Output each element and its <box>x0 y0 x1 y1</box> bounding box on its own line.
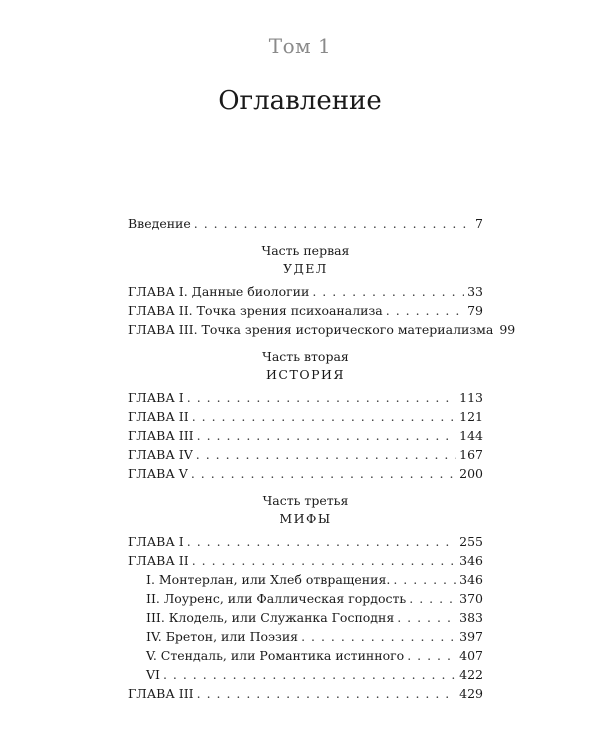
toc-subentry[interactable] <box>128 627 483 646</box>
toc-entry[interactable] <box>128 464 483 483</box>
part-heading <box>128 348 483 385</box>
dot-leader <box>192 551 456 570</box>
toc-entry-label: ГЛАВА V <box>128 466 188 481</box>
toc-subentry[interactable] <box>128 608 483 627</box>
toc-entry-page: 7 <box>475 216 483 231</box>
toc-entry[interactable] <box>128 445 483 464</box>
dot-leader <box>197 684 457 703</box>
toc-entry-page: 99 <box>499 322 516 337</box>
toc-entry-page: 200 <box>459 466 483 481</box>
toc-entry-label: ГЛАВА II <box>128 409 189 424</box>
dot-leader <box>312 282 464 301</box>
toc-entry[interactable] <box>128 388 483 407</box>
toc-entry-label: ГЛАВА IV <box>128 447 193 462</box>
toc-entry-label: V. Стендаль, или Романтика истинного <box>146 648 405 663</box>
dot-leader <box>197 426 457 445</box>
toc-entry-label: ГЛАВА I <box>128 390 184 405</box>
toc-entry-page: 144 <box>459 428 483 443</box>
toc-entry-intro[interactable] <box>128 214 483 233</box>
toc-entry-page: 33 <box>467 284 483 299</box>
dot-leader <box>407 646 456 665</box>
toc-entry-page: 397 <box>459 629 483 644</box>
toc-entry-label: ГЛАВА I <box>128 534 184 549</box>
toc-entry-page: 113 <box>459 390 483 405</box>
dot-leader <box>191 464 456 483</box>
part-heading <box>128 492 483 529</box>
toc-subentry[interactable] <box>128 589 483 608</box>
toc-entry[interactable] <box>128 426 483 445</box>
toc-entry[interactable] <box>128 282 483 301</box>
toc-entry-label: ГЛАВА III <box>128 686 194 701</box>
toc-entry-page: 121 <box>459 409 483 424</box>
toc-entry-page: 429 <box>459 686 483 701</box>
toc-entry-page: 346 <box>459 553 483 568</box>
dot-leader <box>187 388 456 407</box>
part-name: МИФЫ <box>279 511 332 526</box>
toc-entry[interactable] <box>128 551 483 570</box>
toc-entry-page: 370 <box>459 591 483 606</box>
part-label: Часть третья <box>262 493 349 508</box>
dot-leader <box>397 608 456 627</box>
dot-leader <box>192 407 456 426</box>
toc-entry[interactable] <box>128 320 516 339</box>
table-of-contents <box>128 214 516 703</box>
toc-entry[interactable] <box>128 684 483 703</box>
toc-entry-label: IV. Бретон, или Поэзия <box>146 629 299 644</box>
dot-leader <box>386 301 464 320</box>
toc-part <box>128 492 483 703</box>
toc-entry-page: 255 <box>459 534 483 549</box>
dot-leader <box>196 445 456 464</box>
part-label: Часть первая <box>261 243 350 258</box>
part-name: ИСТОРИЯ <box>266 367 345 382</box>
dot-leader <box>301 627 456 646</box>
toc-entry-page: 422 <box>459 667 483 682</box>
toc-entry-label: Введение <box>128 216 191 231</box>
dot-leader <box>187 532 456 551</box>
dot-leader <box>393 570 456 589</box>
toc-entry-page: 346 <box>459 572 483 587</box>
toc-entry-label: ГЛАВА II <box>128 553 189 568</box>
part-name: УДЕЛ <box>283 261 328 276</box>
toc-part <box>128 348 483 483</box>
toc-entry-page: 167 <box>459 447 483 462</box>
toc-entry-page: 407 <box>459 648 483 663</box>
toc-entry-page: 79 <box>467 303 483 318</box>
toc-part <box>128 242 516 339</box>
toc-entry[interactable] <box>128 532 483 551</box>
toc-subentry[interactable] <box>128 665 483 684</box>
toc-entry-label: ГЛАВА I. Данные биологии <box>128 284 310 299</box>
toc-entry-label: VI <box>146 667 160 682</box>
toc-subentry[interactable] <box>128 646 483 665</box>
toc-entry-label: ГЛАВА II. Точка зрения психоанализа <box>128 303 383 318</box>
part-heading <box>128 242 483 279</box>
part-label: Часть вторая <box>262 349 349 364</box>
toc-subentry[interactable] <box>128 570 483 589</box>
dot-leader <box>409 589 456 608</box>
dot-leader <box>194 214 472 233</box>
toc-entry[interactable] <box>128 301 483 320</box>
page-title: Оглавление <box>218 86 382 116</box>
toc-entry-label: ГЛАВА III. Точка зрения исторического материализма <box>128 322 494 337</box>
dot-leader <box>163 665 456 684</box>
toc-entry[interactable] <box>128 407 483 426</box>
toc-entry-page: 383 <box>459 610 483 625</box>
volume-label: Том 1 <box>268 34 332 58</box>
toc-entry-label: I. Монтерлан, или Хлеб отвращения. <box>146 572 391 587</box>
toc-entry-label: II. Лоуренс, или Фаллическая гордость <box>146 591 407 606</box>
toc-entry-label: III. Клодель, или Служанка Господня <box>146 610 395 625</box>
toc-entry-label: ГЛАВА III <box>128 428 194 443</box>
